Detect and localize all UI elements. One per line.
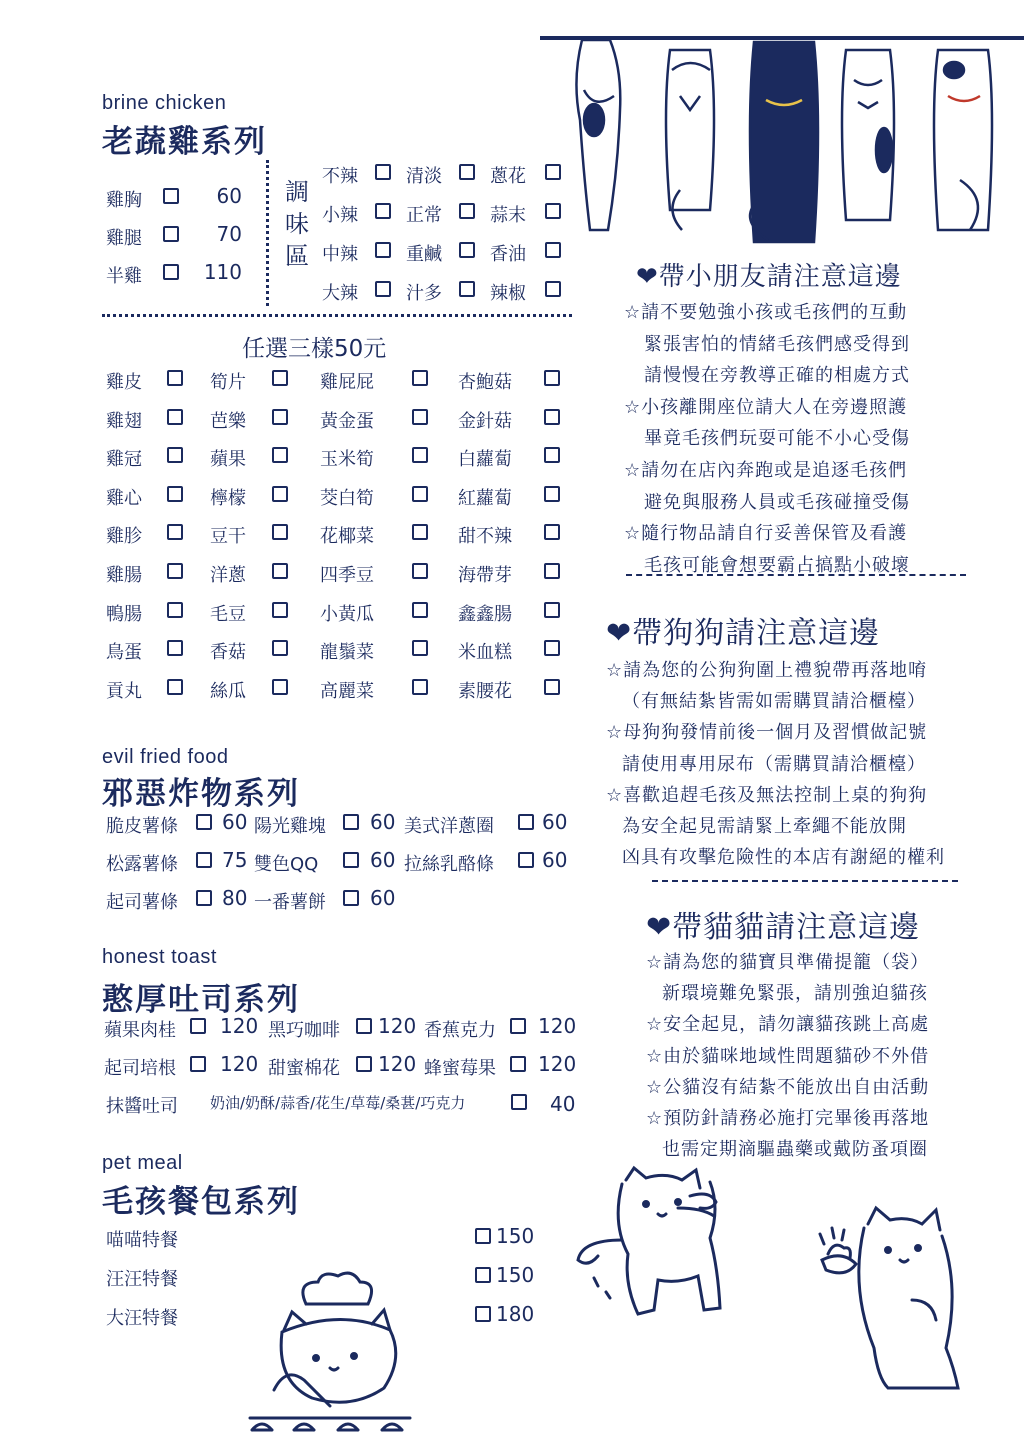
side-item-name: 雞腸 xyxy=(106,565,142,586)
pet-meal-price: 150 xyxy=(496,1224,535,1248)
kids-notice-line: 緊張害怕的情緒毛孩們感受得到 xyxy=(644,333,910,355)
side-item-name: 高麗菜 xyxy=(320,680,374,702)
section-divider xyxy=(102,314,572,317)
side-item-name: 鴨腸 xyxy=(106,603,142,625)
fried-item-checkbox[interactable] xyxy=(196,890,212,906)
fried-item-name: 松露薯條 xyxy=(106,854,178,875)
seasoning-option-label: 辣椒 xyxy=(490,283,526,304)
fried-item-name: 拉絲乳酪條 xyxy=(404,854,494,875)
seasoning-option-checkbox[interactable] xyxy=(459,203,475,219)
spread-toast-price: 40 xyxy=(550,1092,576,1116)
chicken-item-price: 110 xyxy=(203,260,242,284)
toast-item-price: 120 xyxy=(378,1014,417,1038)
side-item-name: 絲瓜 xyxy=(210,680,246,702)
seasoning-option-checkbox[interactable] xyxy=(545,203,561,219)
side-item-checkbox[interactable] xyxy=(272,409,288,425)
side-item-name: 雞屁屁 xyxy=(320,372,374,393)
dogs-notice-line: 凶具有攻擊危險性的本店有謝絕的權利 xyxy=(622,847,945,869)
toast-item-price: 120 xyxy=(220,1052,259,1076)
seasoning-option-checkbox[interactable] xyxy=(375,281,391,297)
cats-notice-line: ☆公貓沒有結紮不能放出自由活動 xyxy=(646,1076,930,1098)
toast-item-checkbox[interactable] xyxy=(190,1056,206,1072)
side-item-checkbox[interactable] xyxy=(412,679,428,695)
side-item-name: 豆干 xyxy=(210,526,246,548)
pet-meal-name: 大汪特餐 xyxy=(106,1308,178,1329)
fried-item-checkbox[interactable] xyxy=(343,814,359,830)
side-item-name: 洋蔥 xyxy=(210,565,246,586)
pet-section-en-title: pet meal xyxy=(102,1152,183,1174)
side-item-checkbox[interactable] xyxy=(544,563,560,579)
pet-section-title: 毛孩餐包系列 xyxy=(102,1184,300,1220)
side-item-checkbox[interactable] xyxy=(167,602,183,618)
seasoning-option-label: 清淡 xyxy=(406,166,442,187)
fried-item-name: 脆皮薯條 xyxy=(106,816,178,837)
side-item-checkbox[interactable] xyxy=(412,409,428,425)
seasoning-option-checkbox[interactable] xyxy=(545,281,561,297)
side-item-name: 檸檬 xyxy=(210,487,246,509)
seasoning-option-label: 重鹹 xyxy=(406,244,442,265)
chicken-item-price: 60 xyxy=(216,184,242,208)
chicken-item-price: 70 xyxy=(216,222,242,246)
side-item-checkbox[interactable] xyxy=(167,524,183,540)
fried-item-checkbox[interactable] xyxy=(518,814,534,830)
chicken-section-title: 老蔬雞系列 xyxy=(102,124,267,160)
kids-notice-line: ☆小孩離開座位請大人在旁邊照護 xyxy=(624,396,908,418)
seasoning-option-checkbox[interactable] xyxy=(375,242,391,258)
toast-item-checkbox[interactable] xyxy=(356,1056,372,1072)
fried-item-checkbox[interactable] xyxy=(343,852,359,868)
side-item-name: 甜不辣 xyxy=(458,526,512,548)
side-item-name: 花椰菜 xyxy=(320,526,374,548)
seasoning-option-checkbox[interactable] xyxy=(459,281,475,297)
seasoning-option-label: 大辣 xyxy=(322,283,358,304)
side-item-checkbox[interactable] xyxy=(544,370,560,386)
seasoning-divider xyxy=(266,160,269,306)
side-item-checkbox[interactable] xyxy=(272,563,288,579)
fried-item-price: 75 xyxy=(222,848,248,872)
chicken-item-name: 雞腿 xyxy=(106,228,142,249)
side-item-name: 米血糕 xyxy=(458,642,512,664)
toast-item-name: 香蕉克力 xyxy=(424,1020,496,1041)
cats-notice-line: ☆預防針請務必施打完畢後再落地 xyxy=(646,1108,930,1129)
notice-divider xyxy=(652,880,958,882)
hanging-cats-illustration xyxy=(540,30,1024,260)
side-item-name: 茭白筍 xyxy=(320,487,374,509)
side-item-checkbox[interactable] xyxy=(544,640,560,656)
toast-item-price: 120 xyxy=(538,1052,577,1076)
fried-item-name: 雙色QQ xyxy=(254,854,319,875)
side-item-name: 玉米筍 xyxy=(320,449,374,471)
side-item-name: 鳥蛋 xyxy=(106,642,142,664)
spread-toast-name: 抹醬吐司 xyxy=(106,1096,178,1117)
chicken-section-en-title: brine chicken xyxy=(102,92,227,114)
side-item-checkbox[interactable] xyxy=(412,563,428,579)
side-item-checkbox[interactable] xyxy=(272,602,288,618)
fried-item-price: 60 xyxy=(542,810,568,834)
side-item-name: 海帶芽 xyxy=(458,565,512,586)
dogs-notice-line: 請使用專用尿布（需購買請洽櫃檯） xyxy=(622,753,926,775)
side-item-name: 杏鮑菇 xyxy=(458,372,512,393)
seasoning-option-checkbox[interactable] xyxy=(545,242,561,258)
seasoning-option-checkbox[interactable] xyxy=(459,242,475,258)
toast-item-name: 甜蜜棉花 xyxy=(268,1058,340,1079)
cats-notice-line: ☆請為您的貓寶貝準備提籠（袋） xyxy=(646,952,930,973)
side-item-checkbox[interactable] xyxy=(544,679,560,695)
side-item-checkbox[interactable] xyxy=(544,524,560,540)
toast-item-name: 蜂蜜莓果 xyxy=(424,1058,496,1079)
chicken-item-checkbox[interactable] xyxy=(163,226,179,242)
fried-section-en-title: evil fried food xyxy=(102,746,229,768)
side-item-checkbox[interactable] xyxy=(272,486,288,502)
side-item-name: 蘋果 xyxy=(210,449,246,471)
seasoning-option-checkbox[interactable] xyxy=(375,203,391,219)
kids-notice-line: 毛孩可能會想要霸占搞點小破壞 xyxy=(644,554,910,576)
fried-item-checkbox[interactable] xyxy=(343,890,359,906)
side-item-checkbox[interactable] xyxy=(544,486,560,502)
chicken-item-checkbox[interactable] xyxy=(163,188,179,204)
seasoning-label-char: 區 xyxy=(285,242,309,270)
chicken-item-checkbox[interactable] xyxy=(163,264,179,280)
side-item-name: 黃金蛋 xyxy=(320,410,374,432)
dogs-notice-line: ☆喜歡追趕毛孩及無法控制上桌的狗狗 xyxy=(606,784,928,806)
toast-item-name: 蘋果肉桂 xyxy=(104,1020,176,1041)
seasoning-option-label: 不辣 xyxy=(322,166,358,187)
dogs-notice-line: （有無結紮皆需如需購買請洽櫃檯） xyxy=(622,691,926,713)
toast-item-price: 120 xyxy=(538,1014,577,1038)
pet-meal-price: 150 xyxy=(496,1263,535,1287)
side-item-name: 雞翅 xyxy=(106,410,142,432)
toast-item-name: 黑巧咖啡 xyxy=(268,1020,340,1041)
side-item-name: 雞冠 xyxy=(106,449,142,471)
side-item-name: 金針菇 xyxy=(458,410,512,432)
side-item-checkbox[interactable] xyxy=(167,640,183,656)
side-item-checkbox[interactable] xyxy=(272,679,288,695)
kids-notice-line: 避免與服務人員或毛孩碰撞受傷 xyxy=(644,491,910,513)
dogs-notice-title: ❤帶狗狗請注意這邊 xyxy=(606,616,881,651)
toast-item-price: 120 xyxy=(220,1014,259,1038)
seasoning-option-label: 蔥花 xyxy=(490,166,526,187)
seasoning-area-label xyxy=(284,176,310,272)
side-item-name: 龍鬚菜 xyxy=(320,642,374,664)
toast-item-checkbox[interactable] xyxy=(510,1018,526,1034)
kids-notice-line: 畢竟毛孩們玩耍可能不小心受傷 xyxy=(644,428,910,450)
cats-notice-line: 新環境難免緊張，請別強迫貓孩 xyxy=(662,983,928,1005)
side-item-checkbox[interactable] xyxy=(544,447,560,463)
side-item-checkbox[interactable] xyxy=(412,447,428,463)
side-item-name: 雞胗 xyxy=(106,526,142,548)
spread-toast-options: 奶油/奶酥/蒜香/花生/草莓/桑葚/巧克力 xyxy=(210,1094,466,1112)
fried-item-price: 80 xyxy=(222,886,248,910)
cake-cat-illustration xyxy=(812,1200,982,1400)
side-item-checkbox[interactable] xyxy=(272,447,288,463)
kids-notice-title: ❤帶小朋友請注意這邊 xyxy=(636,262,902,292)
side-item-name: 芭樂 xyxy=(210,410,246,432)
seasoning-option-label: 小辣 xyxy=(322,205,358,226)
cats-notice-title: ❤帶貓貓請注意這邊 xyxy=(646,910,921,945)
fried-item-price: 60 xyxy=(370,848,396,872)
fried-item-price: 60 xyxy=(222,810,248,834)
pet-meal-name: 汪汪特餐 xyxy=(106,1269,178,1290)
side-item-checkbox[interactable] xyxy=(167,563,183,579)
cats-notice-line: ☆由於貓咪地域性問題貓砂不外借 xyxy=(646,1045,930,1067)
spread-toast-checkbox[interactable] xyxy=(511,1094,527,1110)
side-item-name: 香菇 xyxy=(210,642,246,664)
pet-meal-checkbox[interactable] xyxy=(475,1267,491,1283)
fried-item-checkbox[interactable] xyxy=(518,852,534,868)
side-item-name: 四季豆 xyxy=(320,565,374,586)
fried-item-checkbox[interactable] xyxy=(196,852,212,868)
seasoning-label-char: 味 xyxy=(285,210,309,238)
seasoning-option-label: 蒜末 xyxy=(490,205,526,226)
side-item-checkbox[interactable] xyxy=(544,409,560,425)
side-item-checkbox[interactable] xyxy=(412,524,428,540)
pet-meal-name: 喵喵特餐 xyxy=(106,1230,178,1251)
side-item-checkbox[interactable] xyxy=(272,640,288,656)
fried-item-name: 一番薯餅 xyxy=(254,892,326,913)
toast-section-en-title: honest toast xyxy=(102,946,217,968)
fried-item-price: 60 xyxy=(542,848,568,872)
pet-meal-checkbox[interactable] xyxy=(475,1306,491,1322)
side-item-checkbox[interactable] xyxy=(272,370,288,386)
fried-item-price: 60 xyxy=(370,810,396,834)
side-item-checkbox[interactable] xyxy=(167,486,183,502)
toast-item-price: 120 xyxy=(378,1052,417,1076)
side-item-name: 筍片 xyxy=(210,372,246,393)
side-item-name: 毛豆 xyxy=(210,603,246,625)
side-item-checkbox[interactable] xyxy=(167,679,183,695)
side-item-name: 素腰花 xyxy=(458,680,512,702)
seasoning-option-label: 汁多 xyxy=(406,283,442,304)
pet-meal-checkbox[interactable] xyxy=(475,1228,491,1244)
chicken-item-name: 雞胸 xyxy=(106,190,142,211)
side-item-checkbox[interactable] xyxy=(167,447,183,463)
toast-item-name: 起司培根 xyxy=(104,1058,176,1079)
side-item-checkbox[interactable] xyxy=(544,602,560,618)
side-item-name: 白蘿蔔 xyxy=(458,449,512,471)
side-item-name: 雞皮 xyxy=(106,372,142,393)
seasoning-option-label: 中辣 xyxy=(322,244,358,265)
dogs-notice-line: ☆母狗狗發情前後一個月及習慣做記號 xyxy=(606,722,928,744)
toast-item-checkbox[interactable] xyxy=(510,1056,526,1072)
side-item-checkbox[interactable] xyxy=(412,486,428,502)
kids-notice-line: ☆請不要勉強小孩或毛孩們的互動 xyxy=(624,302,908,323)
side-item-name: 貢丸 xyxy=(106,680,142,702)
chef-cat-illustration xyxy=(244,1270,424,1440)
side-item-name: 小黃瓜 xyxy=(320,603,374,625)
side-item-name: 紅蘿蔔 xyxy=(458,487,512,509)
seasoning-option-checkbox[interactable] xyxy=(459,164,475,180)
fried-item-checkbox[interactable] xyxy=(196,814,212,830)
cats-notice-line: ☆安全起見，請勿讓貓孩跳上高處 xyxy=(646,1014,930,1036)
seasoning-option-checkbox[interactable] xyxy=(375,164,391,180)
side-item-checkbox[interactable] xyxy=(412,370,428,386)
side-item-name: 鑫鑫腸 xyxy=(458,603,512,625)
toast-item-checkbox[interactable] xyxy=(356,1018,372,1034)
fried-item-name: 起司薯條 xyxy=(106,892,178,913)
fried-section-title: 邪惡炸物系列 xyxy=(102,776,300,812)
tea-cat-illustration xyxy=(570,1160,750,1330)
seasoning-option-label: 正常 xyxy=(406,205,442,226)
toast-section-title: 憨厚吐司系列 xyxy=(102,982,300,1018)
pet-meal-price: 180 xyxy=(496,1302,535,1326)
side-item-name: 雞心 xyxy=(106,487,142,509)
dogs-notice-line: ☆請為您的公狗狗圍上禮貌帶再落地唷 xyxy=(606,660,928,681)
side-item-checkbox[interactable] xyxy=(167,370,183,386)
kids-notice-line: ☆請勿在店內奔跑或是追逐毛孩們 xyxy=(624,460,908,481)
cats-notice-line: 也需定期滴驅蟲藥或戴防蚤項圈 xyxy=(662,1139,928,1161)
seasoning-label-char: 調 xyxy=(285,178,309,206)
fried-item-name: 美式洋蔥圈 xyxy=(404,816,494,837)
side-item-checkbox[interactable] xyxy=(412,602,428,618)
side-item-checkbox[interactable] xyxy=(412,640,428,656)
chicken-item-name: 半雞 xyxy=(106,266,142,287)
toast-item-checkbox[interactable] xyxy=(190,1018,206,1034)
fried-item-name: 陽光雞塊 xyxy=(254,816,326,837)
fried-item-price: 60 xyxy=(370,886,396,910)
kids-notice-line: 請慢慢在旁教導正確的相處方式 xyxy=(644,365,910,387)
side-item-checkbox[interactable] xyxy=(272,524,288,540)
side-item-checkbox[interactable] xyxy=(167,409,183,425)
seasoning-option-label: 香油 xyxy=(490,244,526,265)
dogs-notice-line: 為安全起見需請緊上牽繩不能放開 xyxy=(622,816,907,837)
seasoning-option-checkbox[interactable] xyxy=(545,164,561,180)
sides-header: 任選三樣50元 xyxy=(242,336,387,362)
kids-notice-line: ☆隨行物品請自行妥善保管及看護 xyxy=(624,523,908,545)
